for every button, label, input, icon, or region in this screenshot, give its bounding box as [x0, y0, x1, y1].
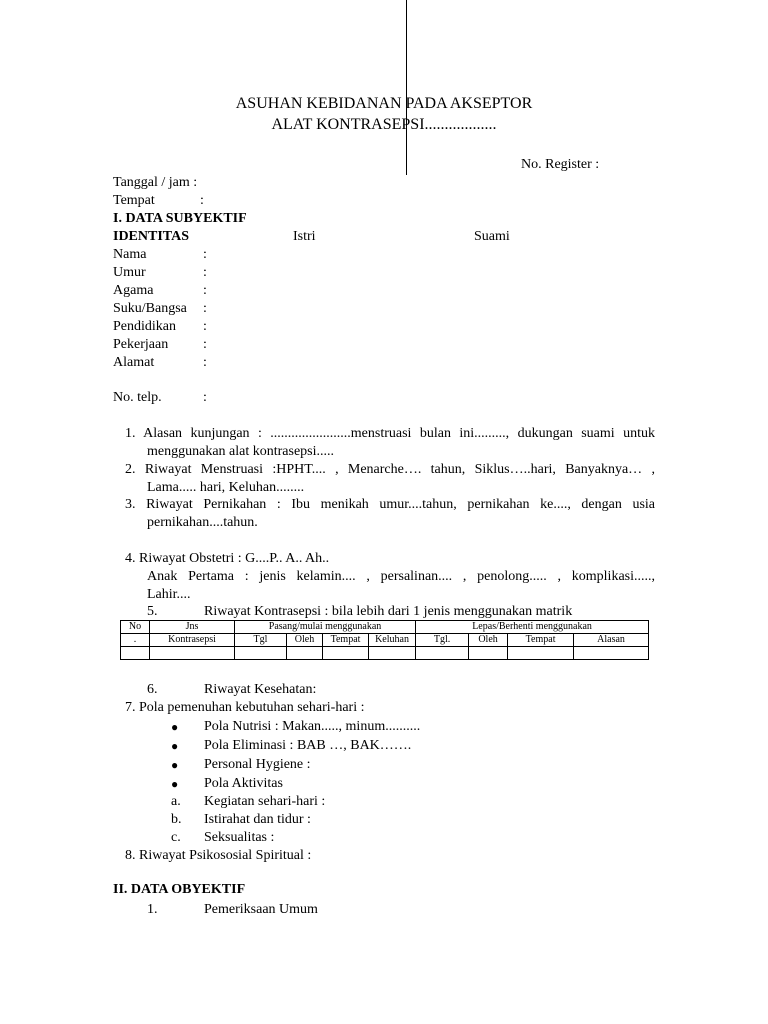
- wife-label: Istri: [293, 229, 316, 244]
- table-header-no: No: [121, 621, 150, 634]
- field-ethnicity: Suku/Bangsa: [113, 301, 187, 316]
- table-col-stop-place: Tempat: [508, 634, 574, 647]
- objective-item-1-number: 1.: [147, 902, 158, 917]
- bullet-icon: ●: [171, 777, 179, 791]
- letter-b-marker: b.: [171, 812, 182, 827]
- field-religion: Agama: [113, 283, 154, 298]
- subjective-heading: I. DATA SUBYEKTIF: [113, 211, 247, 226]
- phone-label: No. telp.: [113, 390, 162, 405]
- objective-item-1-text: Pemeriksaan Umum: [204, 902, 318, 917]
- daily-activity: Kegiatan sehari-hari :: [204, 794, 326, 809]
- field-name: Nama: [113, 247, 147, 262]
- bullet-icon: ●: [171, 739, 179, 753]
- bullet-icon: ●: [171, 758, 179, 772]
- vertical-rule: [406, 0, 407, 175]
- table-header-start-group: Pasang/mulai menggunakan: [235, 621, 416, 634]
- bullet-activity: Pola Aktivitas: [204, 776, 283, 791]
- field-age: Umur: [113, 265, 146, 280]
- table-col-start-place: Tempat: [323, 634, 369, 647]
- item-5-text: Riwayat Kontrasepsi : bila lebih dari 1 jenis menggunakan matrik: [204, 604, 573, 619]
- date-label: Tanggal / jam :: [113, 175, 198, 190]
- table-header-type: Jns: [150, 621, 235, 634]
- field-colon: :: [203, 390, 207, 405]
- bullet-nutrition: Pola Nutrisi : Makan....., minum..........: [204, 719, 421, 734]
- item-3-line-2: pernikahan....tahun.: [147, 515, 258, 530]
- field-colon: :: [203, 265, 207, 280]
- item-4-line-1: 4. Riwayat Obstetri : G....P.. A.. Ah..: [125, 551, 330, 566]
- husband-label: Suami: [474, 229, 510, 244]
- table-header-type-sub: Kontrasepsi: [150, 634, 235, 647]
- bullet-hygiene: Personal Hygiene :: [204, 757, 311, 772]
- place-label: Tempat: [113, 193, 155, 208]
- item-6-number: 6.: [147, 682, 158, 697]
- title-line-1: ASUHAN KEBIDANAN PADA AKSEPTOR: [235, 95, 533, 112]
- table-col-start-by: Oleh: [287, 634, 323, 647]
- contraception-history-table: [120, 620, 649, 660]
- field-education: Pendidikan: [113, 319, 176, 334]
- item-5-number: 5.: [147, 604, 158, 619]
- table-header-no-dot: .: [121, 634, 150, 647]
- item-1-line-1: 1. Alasan kunjungan : .......................menstruasi bulan ini........., dukungan suami untuk: [125, 426, 655, 441]
- item-4-line-2: Anak Pertama : jenis kelamin.... , persalinan.... , penolong..... , komplikasi.....,: [147, 569, 655, 584]
- identity-heading: IDENTITAS: [113, 229, 189, 244]
- item-2-line-1: 2. Riwayat Menstruasi :HPHT.... , Menarche…. tahun, Siklus…..hari, Banyaknya… ,: [125, 462, 655, 477]
- place-colon: :: [200, 193, 204, 208]
- register-label: No. Register :: [521, 157, 600, 172]
- table-col-stop-by: Oleh: [469, 634, 508, 647]
- table-col-stop-reason: Alasan: [574, 634, 649, 647]
- field-occupation: Pekerjaan: [113, 337, 169, 352]
- field-colon: :: [203, 247, 207, 262]
- field-colon: :: [203, 355, 207, 370]
- table-row: [121, 647, 649, 660]
- bullet-elimination: Pola Eliminasi : BAB …, BAK…….: [204, 738, 412, 753]
- field-colon: :: [203, 319, 207, 334]
- field-address: Alamat: [113, 355, 155, 370]
- item-6-text: Riwayat Kesehatan:: [204, 682, 317, 697]
- table-header-stop-group: Lepas/Berhenti menggunakan: [416, 621, 649, 634]
- sexuality: Seksualitas :: [204, 830, 275, 845]
- field-colon: :: [203, 337, 207, 352]
- letter-a-marker: a.: [171, 794, 181, 809]
- objective-heading: II. DATA OBYEKTIF: [113, 882, 246, 897]
- table-col-start-date: Tgl: [235, 634, 287, 647]
- item-4-line-3: Lahir....: [147, 587, 191, 602]
- letter-c-marker: c.: [171, 830, 181, 845]
- item-1-line-2: menggunakan alat kontrasepsi.....: [147, 444, 335, 459]
- title-line-2: ALAT KONTRASEPSI..................: [271, 116, 497, 133]
- rest-sleep: Istirahat dan tidur :: [204, 812, 311, 827]
- table-col-stop-date: Tgl.: [416, 634, 469, 647]
- item-7-text: 7. Pola pemenuhan kebutuhan sehari-hari :: [125, 700, 365, 715]
- table-col-start-complaint: Keluhan: [369, 634, 416, 647]
- field-colon: :: [203, 301, 207, 316]
- bullet-icon: ●: [171, 720, 179, 734]
- item-8-text: 8. Riwayat Psikososial Spiritual :: [125, 848, 312, 863]
- item-2-line-2: Lama..... hari, Keluhan........: [147, 480, 305, 495]
- field-colon: :: [203, 283, 207, 298]
- item-3-line-1: 3. Riwayat Pernikahan : Ibu menikah umur....tahun, pernikahan ke...., dengan usia: [125, 497, 655, 512]
